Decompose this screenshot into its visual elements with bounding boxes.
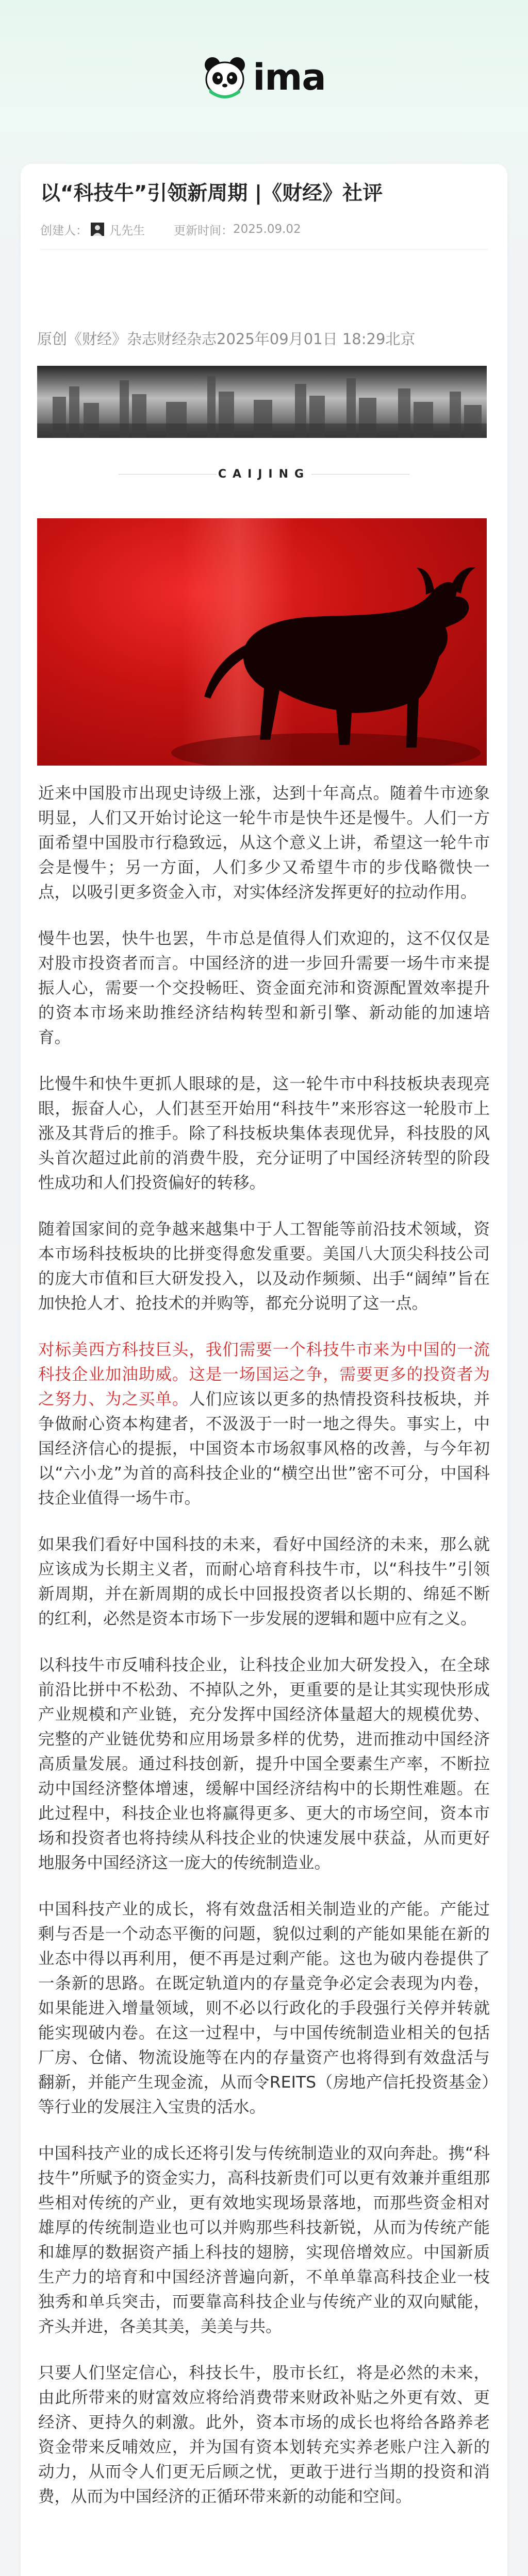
updated-time: 2025.09.02: [233, 223, 301, 236]
paragraph-5: [21, 1337, 507, 1511]
paragraph-7: 以科技牛市反哺科技企业，让科技企业加大研发投入，在全球前沿比拼中不松劲、不掉队之外，更重要的是让其实现快形成产业规模和产业链，充分发挥中国经济体量超大的规模优势、完整的产业链优势和应用场景多样的优势，进而推动中国经济高质量发展。通过科技创新，提升中国全要素生产率，不断拉动中国经济整体增速，缓解中国经济结构中的长期性难题。在此过程中，科技企业也将赢得更多、更大的市场空间，资本市场和投资者也将持续从科技企业的快速发展中获益，从而更好地服务中国经济这一庞大的传统制造业。: [38, 1656, 490, 1872]
paragraph-4: 随着国家间的竞争越来越集中于人工智能等前沿技术领域，资本市场科技板块的比拼变得愈发重要。美国八大顶尖科技公司的庞大市值和巨大研发投入，以及动作频频、出手“阔绰”旨在加快抢人才、抢技术的并购等，都充分说明了这一点。: [38, 1220, 490, 1313]
city-skyline-image: [37, 366, 487, 438]
avatar: [91, 223, 104, 236]
masthead-text: CAIJING: [218, 468, 310, 481]
avatar-icon: [91, 223, 104, 236]
brand-name: ima: [253, 56, 326, 98]
paragraph-6: 如果我们看好中国科技的未来，看好中国经济的未来，那么就应该成为长期主义者，而耐心培育科技牛市，以“科技牛”引领新周期，并在新周期的成长中回报投资者以长期的、绵延不断的红利，必然是资本市场下一步发展的逻辑和题中应有之义。: [38, 1535, 490, 1628]
article-title: 以“科技牛”引领新周期 |《财经》社评: [40, 182, 383, 205]
paragraph-10: 只要人们坚定信心，科技长牛，股市长红，将是必然的未来，由此所带来的财富效应将给消费带来财政补贴之外更有效、更经济、更持久的刺激。此外，资本市场的成长也将给各路养老资金带来反哺效应，并为国有资本划转充实养老账户注入新的动力，从而令人们更无后顾之忧，更敢于进行当期的投资和消费，从而为中国经济的正循环带来新的动能和空间。: [38, 2364, 490, 2506]
author-label: 创建人：: [40, 224, 88, 238]
article-card: [21, 164, 507, 2576]
brand-logo: [196, 53, 332, 102]
author-name[interactable]: 凡先生: [109, 224, 145, 238]
article-meta: [40, 222, 301, 237]
header-divider: [40, 249, 488, 250]
paragraph-8: 中国科技产业的成长，将有效盘活相关制造业的产能。产能过剩与否是一个动态平衡的问题，貌似过剩的产能如果能在新的业态中得以再利用，便不再是过剩产能。这也为破内卷提供了一条新的思路。在既定轨道内的存量竞争必定会表现为内卷，如果能进入增量领域，则不必以行政化的手段强行关停并转就能实现破内卷。在这一过程中，与中国传统制造业相关的包括厂房、仓储、物流设施等在内的存量资产也将得到有效盘活与翻新，并能产生现金流，从而令REITS（房地产信托投资基金）等行业的发展注入宝贵的活水。: [38, 1900, 490, 2116]
paragraph-5-rest: 人们应该以更多的热情投资科技板块，并争做耐心资本构建者，不汲汲于一时一地之得失。事实上，中国经济信心的提振，中国资本市场叙事风格的改善，与今年初以“六小龙”为首的高科技企业的“横空出世”密不可分，中国科技企业值得一场牛市。: [38, 1390, 490, 1507]
bull-silhouette-icon: [37, 518, 487, 766]
paragraph-2: 慢牛也罢，快牛也罢，牛市总是值得人们欢迎的，这不仅仅是对股市投资者而言。中国经济的进一步回升需要一场牛市来提振人心，需要一个交投畅旺、资金面充沛和资源配置效率提升的资本市场来助推经济结构转型和新引擎、新动能的加速培育。: [38, 929, 490, 1047]
updated-label: 更新时间：: [174, 224, 233, 238]
paragraph-3: 比慢牛和快牛更抓人眼球的是，这一轮牛市中科技板块表现亮眼，振奋人心，人们甚至开始用“科技牛”来形容这一轮股市上涨及其背后的推手。除了科技板块集体表现优异，科技股的风头首次超过此前的消费牛股，充分证明了中国经济转型的阶段性成功和人们投资偏好的转移。: [38, 1075, 490, 1192]
article-body: [21, 781, 507, 2531]
source-line: 原创《财经》杂志财经杂志2025年09月01日 18:29北京: [37, 330, 416, 348]
paragraph-1: 近来中国股市出现史诗级上涨，达到十年高点。随着牛市迹象明显，人们又开始讨论这一轮牛市是快牛还是慢牛。人们一方面希望中国股市行稳致远，从这个意义上讲，希望这一轮牛市会是慢牛；另一方面，人们多少又希望牛市的步伐略微快一点，以吸引更多资金入市，对实体经济发挥更好的拉动作用。: [38, 784, 490, 902]
panda-icon: [202, 55, 248, 100]
highlighted-text: 对标美西方科技巨头，我们需要一个科技牛市来为中国的一流科技企业加油助威。这是一场国运之争，需要更多的投资者为之努力、为之买单。: [38, 1341, 490, 1409]
paragraph-9: 中国科技产业的成长还将引发与传统制造业的双向奔赴。携“科技牛”所赋予的资金实力，高科技新贵们可以更有效兼并重组那些相对传统的产业，更有效地实现场景落地，而那些资金相对雄厚的传统制造业也可以并购那些科技新锐，从而为传统产能和雄厚的数据资产插上科技的翅膀，实现倍增效应。中国新质生产力的培育和中国经济普遍向新，不单单靠高科技企业一枝独秀和单兵突击，而要靠高科技企业与传统产业的双向赋能，齐头并进，各美其美，美美与共。: [38, 2144, 490, 2336]
banner-image: [37, 366, 487, 438]
bull-image: [37, 518, 487, 766]
